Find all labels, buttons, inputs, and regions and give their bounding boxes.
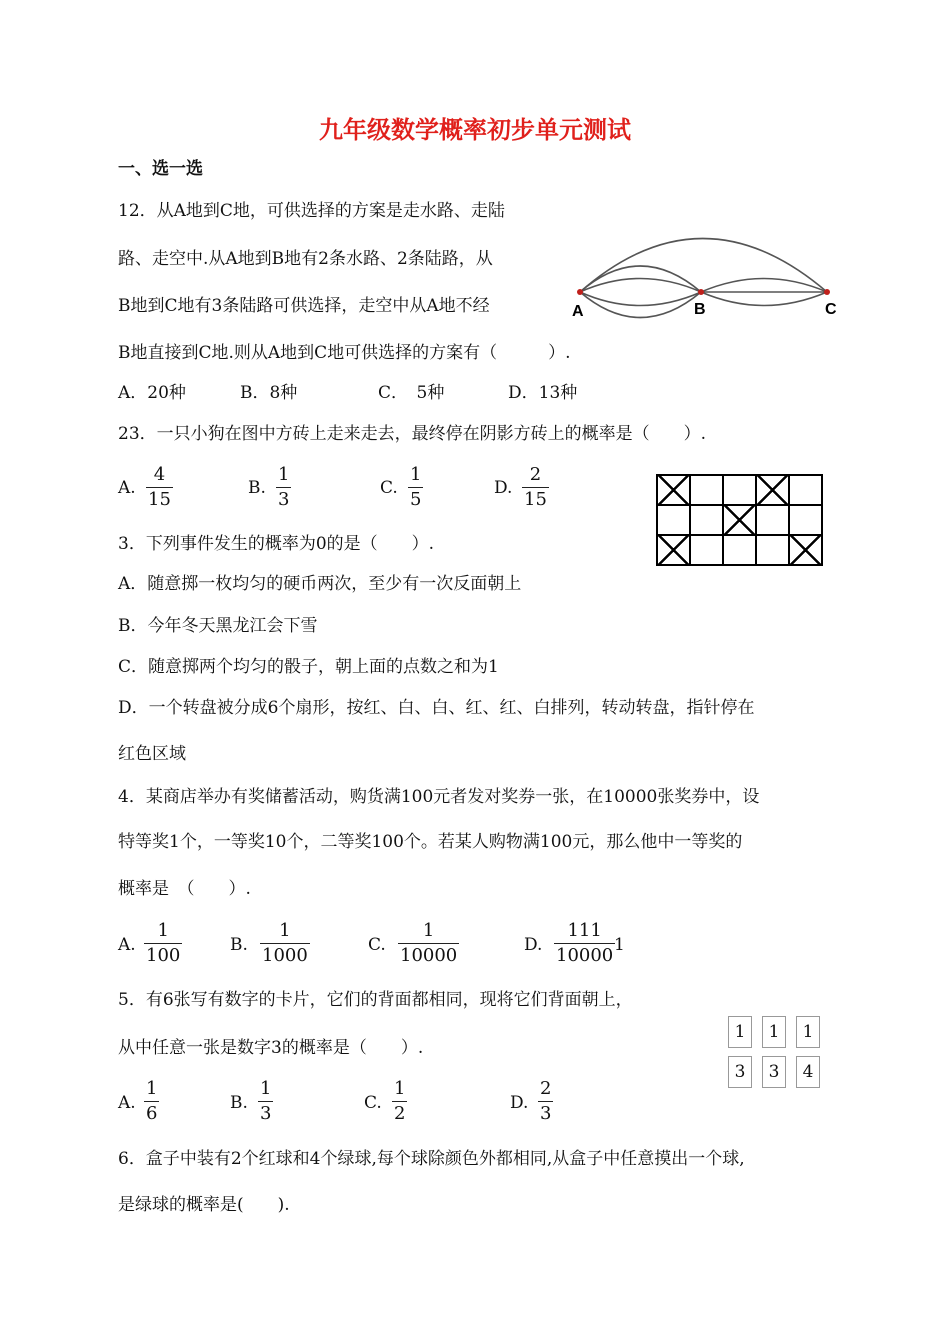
q4-line-2: 特等奖1个，一等奖10个，二等奖100个。若某人购物满100元，那么他中一等奖的 — [118, 832, 743, 852]
numerator: 1 — [279, 920, 291, 941]
denominator: 100 — [146, 945, 181, 966]
numerator: 1 — [278, 464, 290, 485]
q5-line-2: 从中任意一张是数字3的概率是（ ）. — [118, 1038, 424, 1058]
tile — [723, 535, 756, 565]
denominator: 10000 — [400, 945, 458, 966]
card: 3 — [728, 1056, 752, 1088]
tile — [690, 505, 723, 535]
q4-line-1: 4．某商店举办有奖储蓄活动，购货满100元者发对奖券一张，在10000张奖券中，设 — [118, 787, 760, 807]
q2-option-a-label: A. — [118, 478, 136, 498]
q1-line-4: B地直接到C地.则从A地到C地可供选择的方案有（ ）. — [118, 343, 571, 363]
node-c — [824, 289, 830, 295]
denominator: 2 — [394, 1103, 406, 1124]
card: 1 — [762, 1016, 786, 1048]
q5-option-a-label: A. — [118, 1093, 136, 1113]
q2-stem: 23．一只小狗在图中方砖上走来走去，最终停在阴影方砖上的概率是（ ）. — [118, 424, 707, 444]
card: 3 — [762, 1056, 786, 1088]
label-c: C — [825, 301, 837, 318]
q6-line-1: 6．盒子中装有2个红球和4个绿球,每个球除颜色外都相同,从盒子中任意摸出一个球, — [118, 1149, 745, 1169]
q1-line-2: 路、走空中.从A地到B地有2条水路、2条陆路，从 — [118, 249, 493, 269]
q2-option-c-fraction — [408, 466, 423, 509]
denominator: 3 — [540, 1103, 552, 1124]
q5-option-b-fraction — [258, 1080, 273, 1123]
q2-option-d-label: D. — [494, 478, 513, 498]
shaded-tile — [756, 475, 789, 505]
q4-option-a-label: A. — [118, 935, 136, 955]
q2-option-d-fraction — [522, 466, 549, 509]
q5-line-1: 5．有6张写有数字的卡片，它们的背面都相同，现将它们背面朝上， — [118, 990, 633, 1010]
tile — [657, 505, 690, 535]
tile — [690, 535, 723, 565]
q4-option-a-fraction — [144, 922, 182, 965]
q2-option-b-label: B. — [248, 478, 266, 498]
numerator: 2 — [540, 1078, 552, 1099]
card: 1 — [796, 1016, 820, 1048]
denominator: 15 — [524, 489, 547, 510]
label-a: A — [572, 303, 584, 320]
route-diagram — [568, 225, 848, 325]
numerator: 1 — [422, 920, 435, 941]
q1-option-a: A．20种 — [118, 383, 186, 403]
q3-option-d-cont: 红色区域 — [118, 744, 186, 764]
denominator: 15 — [148, 489, 171, 510]
q5-option-b-label: B. — [230, 1093, 248, 1113]
tile — [789, 475, 822, 505]
numerator: 1 — [410, 464, 422, 485]
q4-option-d-suffix: 1 — [614, 935, 625, 955]
q4-option-c-label: C. — [368, 935, 386, 955]
q3-option-a: A．随意掷一枚均匀的硬币两次，至少有一次反面朝上 — [118, 574, 522, 594]
q5-option-d-fraction — [538, 1080, 553, 1123]
q3-option-c: C．随意掷两个均匀的骰子，朝上面的点数之和为1 — [118, 657, 499, 677]
q5-option-c-label: C. — [364, 1093, 382, 1113]
q4-option-d-fraction — [554, 922, 615, 965]
q1-option-d: D．13种 — [508, 383, 578, 403]
q2-option-b-fraction — [276, 466, 291, 509]
q1-option-b: B．8种 — [240, 383, 298, 403]
tile-grid — [656, 474, 823, 566]
denominator: 10000 — [556, 945, 614, 966]
shaded-tile — [723, 505, 756, 535]
shaded-tile — [657, 475, 690, 505]
numerator: 4 — [153, 464, 166, 485]
q1-option-c: C． 5种 — [378, 383, 445, 403]
q3-option-d: D．一个转盘被分成6个扇形，按红、白、白、红、红、白排列，转动转盘，指针停在 — [118, 698, 755, 718]
q3-option-b: B．今年冬天黑龙江会下雪 — [118, 616, 318, 636]
q5-option-d-label: D. — [510, 1093, 529, 1113]
shaded-tile — [789, 535, 822, 565]
denominator: 6 — [146, 1103, 158, 1124]
numerator: 1 — [157, 920, 169, 941]
tile — [789, 505, 822, 535]
node-b — [698, 289, 704, 295]
shaded-tile — [657, 535, 690, 565]
numerator: 111 — [567, 920, 602, 941]
q4-option-b-fraction — [260, 922, 310, 965]
q4-option-d-label: D. — [524, 935, 543, 955]
tile — [690, 475, 723, 505]
label-b: B — [694, 301, 706, 318]
q6-line-2: 是绿球的概率是( ). — [118, 1195, 290, 1215]
tile — [756, 505, 789, 535]
q4-option-b-label: B. — [230, 935, 248, 955]
tile — [723, 475, 756, 505]
numerator: 2 — [529, 464, 542, 485]
q4-line-3: 概率是 （ ）. — [118, 879, 251, 899]
q1-line-1: 12．从A地到C地，可供选择的方案是走水路、走陆 — [118, 201, 505, 221]
q3-stem: 3．下列事件发生的概率为0的是（ ）. — [118, 534, 435, 554]
denominator: 5 — [410, 489, 422, 510]
numerator: 1 — [260, 1078, 272, 1099]
q2-option-a-fraction — [146, 466, 173, 509]
card: 1 — [728, 1016, 752, 1048]
denominator: 3 — [260, 1103, 272, 1124]
tile — [756, 535, 789, 565]
section-heading: 一、选一选 — [118, 159, 203, 179]
node-a — [577, 289, 583, 295]
page-title: 九年级数学概率初步单元测试 — [319, 116, 631, 144]
numerator: 1 — [146, 1078, 158, 1099]
denominator: 3 — [278, 489, 290, 510]
q2-option-c-label: C. — [380, 478, 398, 498]
q5-option-c-fraction — [392, 1080, 407, 1123]
q5-option-a-fraction — [144, 1080, 159, 1123]
card: 4 — [796, 1056, 820, 1088]
denominator: 1000 — [262, 945, 308, 966]
numerator: 1 — [394, 1078, 406, 1099]
q1-line-3: B地到C地有3条陆路可供选择，走空中从A地不经 — [118, 296, 490, 316]
q4-option-c-fraction — [398, 922, 459, 965]
